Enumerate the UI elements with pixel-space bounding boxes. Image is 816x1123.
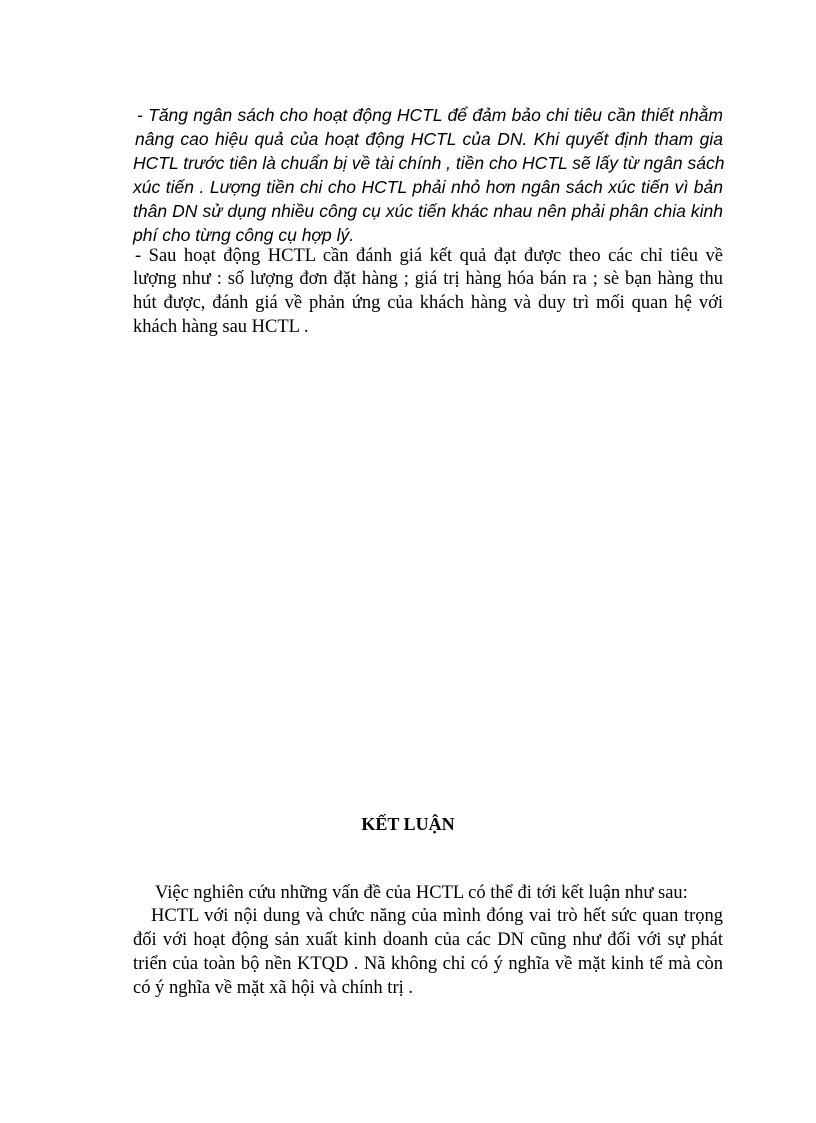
italic-paragraph-line-2: nâng cao hiệu quả của hoạt động HCTL của DN. Khi quyết định tham gia — [135, 129, 723, 149]
conclusion-title: KẾT LUẬN — [361, 814, 455, 834]
italic-paragraph-line-1: - Tăng ngân sách cho hoạt động HCTL để đảm bảo chi tiêu cần thiết nhằm — [137, 105, 723, 125]
conclusion-paragraph-line-4: có ý nghĩa về mặt xã hội và chính trị . — [133, 978, 413, 998]
evaluation-paragraph-line-2: lượng như : số lượng đơn đặt hàng ; giá trị hàng hóa bán ra ; sè bạn hàng thu — [133, 269, 723, 289]
italic-paragraph-line-6: phí cho từng công cụ hợp lý. — [133, 225, 355, 245]
evaluation-paragraph-line-1: - Sau hoạt động HCTL cần đánh giá kết quả đạt được theo các chỉ tiêu về — [135, 246, 723, 266]
italic-paragraph-line-4: xúc tiến . Lượng tiền chi cho HCTL phải nhỏ hơn ngân sách xúc tiến vì bản — [133, 177, 723, 197]
conclusion-intro-line: Việc nghiên cứu những vấn đề của HCTL có thể đi tới kết luận như sau: — [155, 883, 688, 903]
conclusion-paragraph-line-1: HCTL với nội dung và chức năng của mình đóng vai trò hết sức quan trọng — [151, 906, 723, 926]
evaluation-paragraph-line-4: khách hàng sau HCTL . — [133, 317, 309, 337]
italic-paragraph-line-5: thân DN sử dụng nhiều công cụ xúc tiến khác nhau nên phải phân chia kinh — [133, 201, 723, 221]
conclusion-paragraph-line-3: triển của toàn bộ nền KTQD . Nã không chỉ có ý nghĩa về mặt kinh tế mà còn — [133, 954, 723, 974]
italic-paragraph-line-3: HCTL trước tiên là chuẩn bị về tài chính , tiền cho HCTL sẽ lấy từ ngân sách — [133, 153, 725, 173]
conclusion-paragraph-line-2: đối với hoạt động sản xuất kinh doanh của các DN cũng như đối với sự phát — [133, 930, 723, 950]
evaluation-paragraph-line-3: hút được, đánh giá về phản ứng của khách hàng và duy trì mối quan hệ với — [133, 293, 723, 313]
